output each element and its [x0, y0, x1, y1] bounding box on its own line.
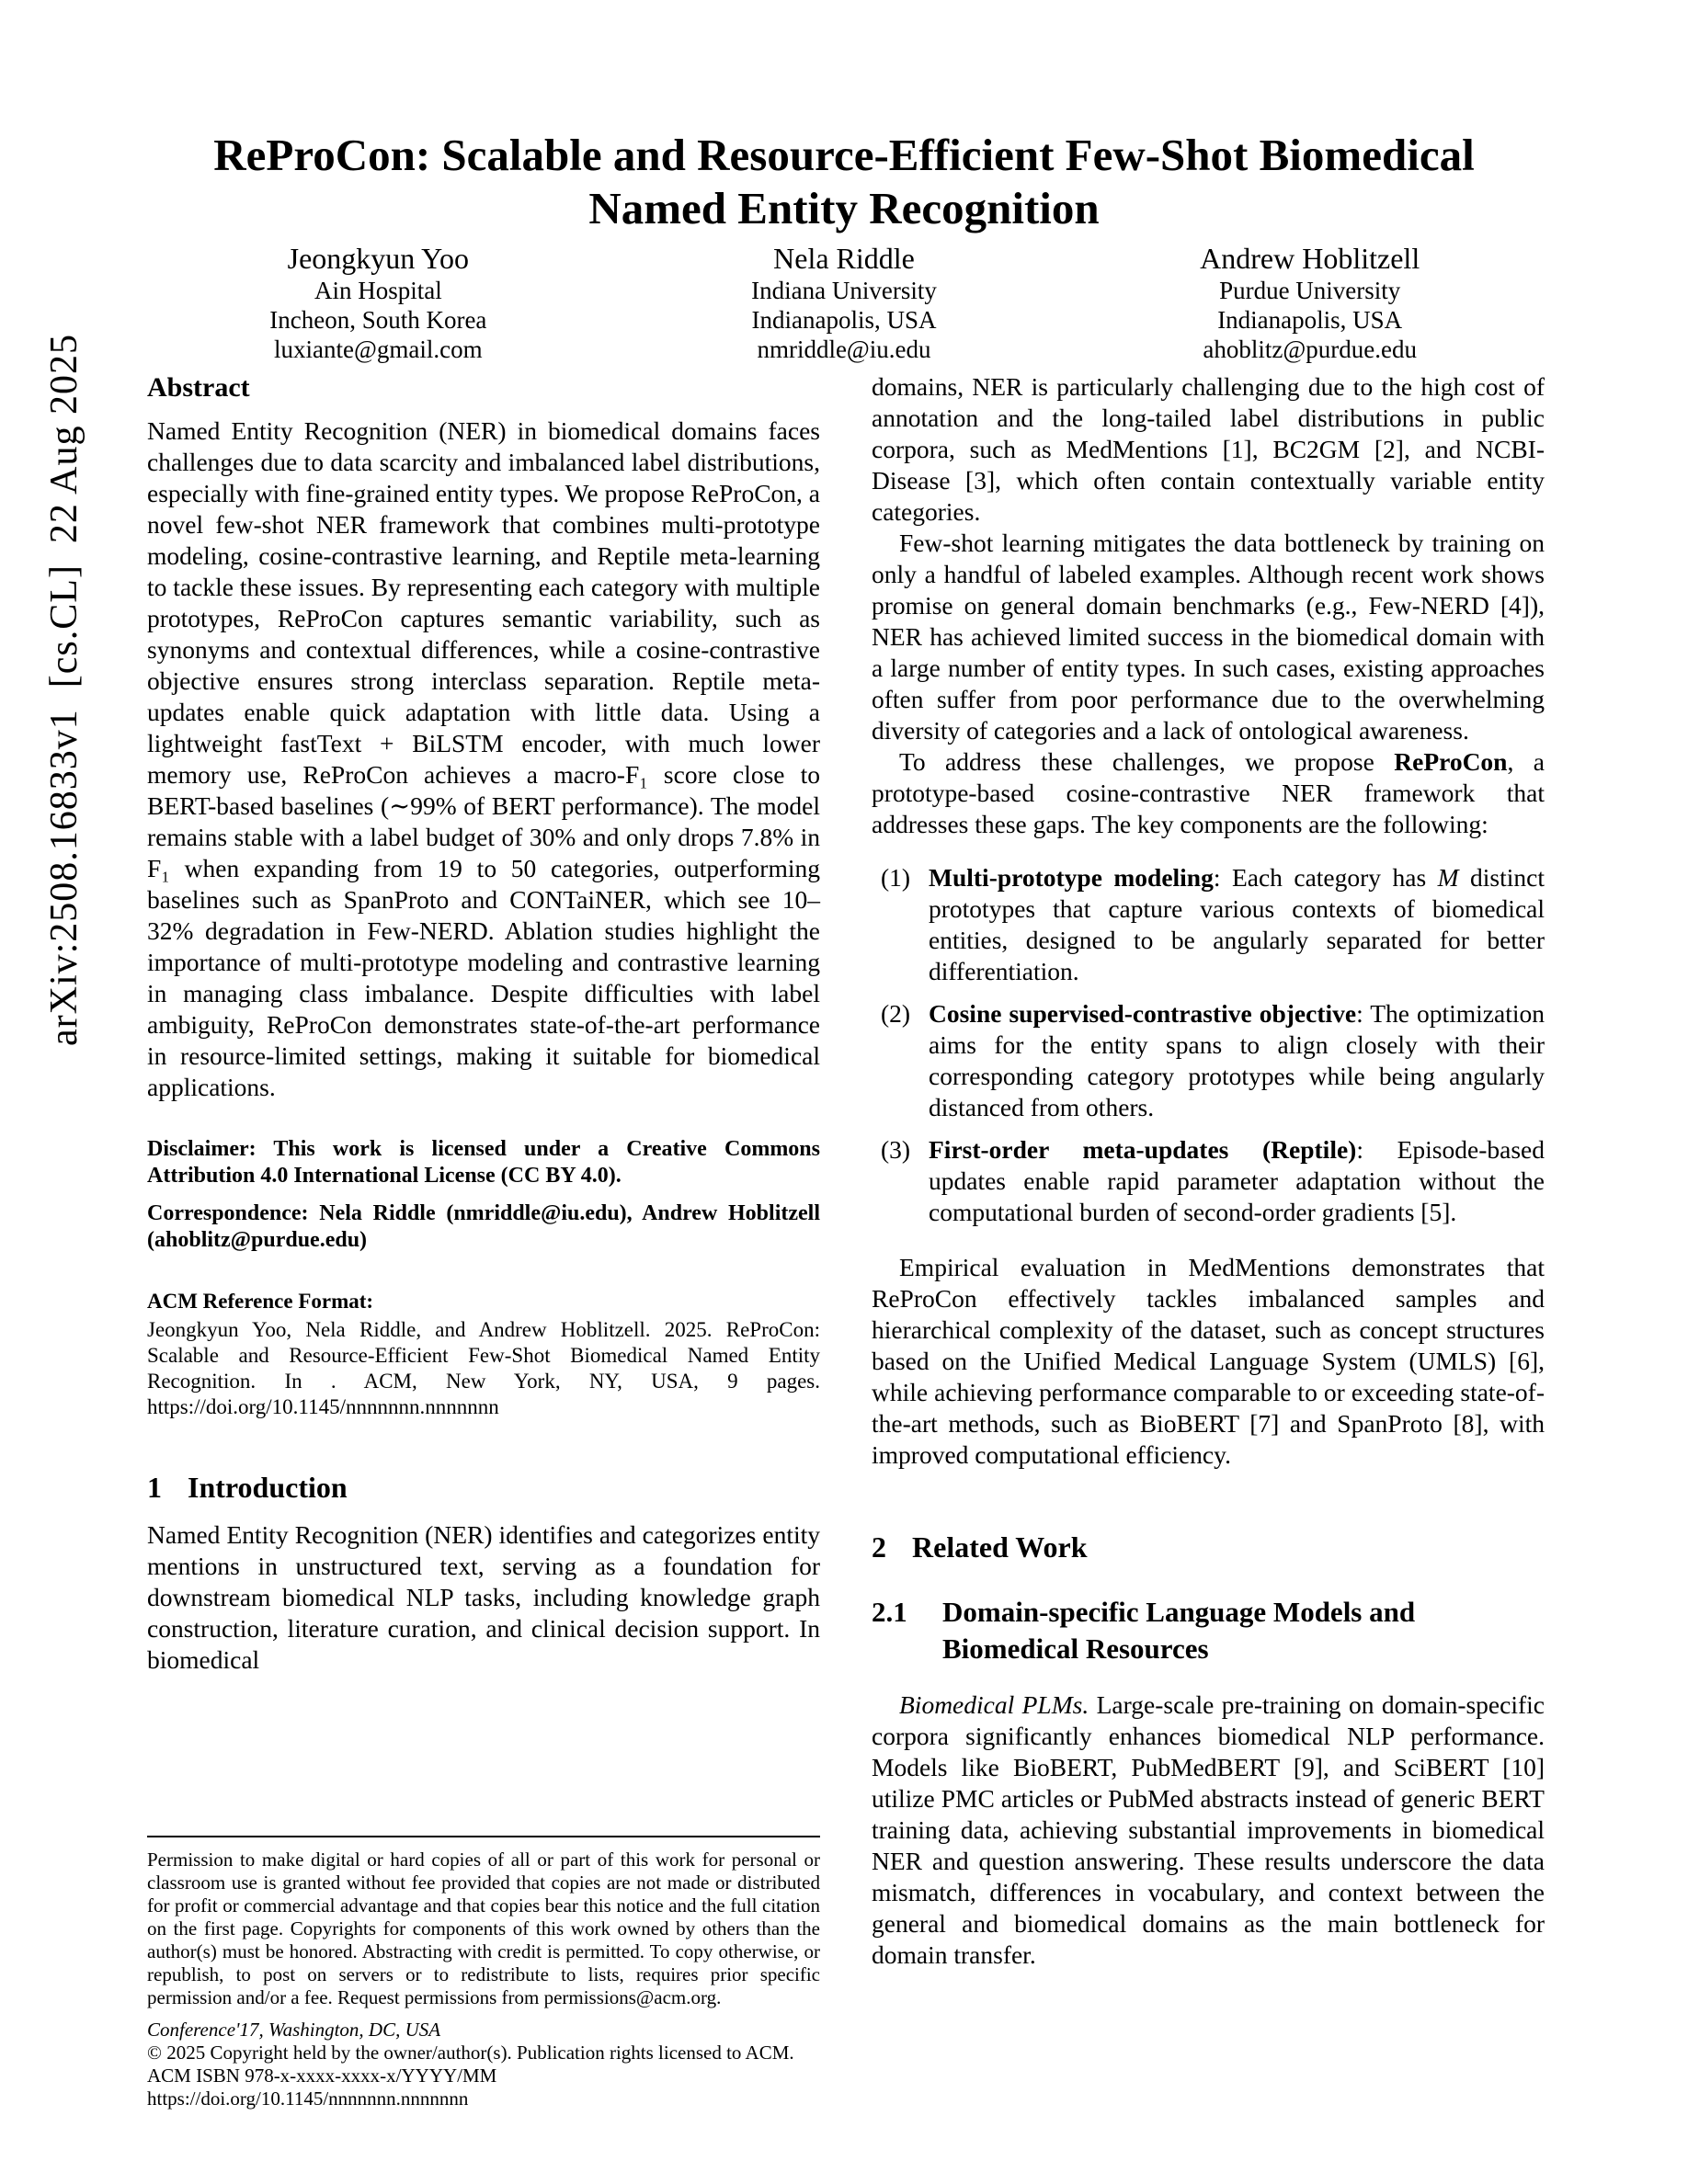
author-card-3 — [1077, 241, 1543, 364]
paper-title — [145, 129, 1543, 235]
reprocon-bold: ReProCon — [1394, 747, 1508, 776]
section-number: 1 — [147, 1471, 162, 1504]
paragraph-fragment: Large-scale pre-training on domain-specific corpora significantly enhances biomedical NLP performance. Models like BioBERT, PubMedBERT [9], and SciBERT [10] utilize PMC articles or PubMed abstracts instead of generic BERT training data, achieving substantial improvements in biomedical NER and question answering. These results underscore the data mismatch, differences in vocabulary, and context between the general and biomedical domains as the main bottleneck for domain transfer. — [872, 1690, 1545, 1969]
abstract-text: Named Entity Recognition (NER) in biomedical domains faces challenges due to data scarcity and imbalanced label distributions, especially with fine-grained entity types. We propose ReProCon, a novel few-shot NER framework that combines multi-prototype modeling, cosine-contrastive learning, and Reptile meta-learning to tackle these issues. By representing each category with multiple prototypes, ReProCon captures semantic variability, such as synonyms and contextual differences, while a cosine-contrastive objective ensures strong interclass separation. Reptile meta-updates enable quick adaptation with little data. Using a lightweight fastText + BiLSTM encoder, with much lower memory use, ReProCon achieves a macro-F₁ score close to BERT-based baselines (∼99% of BERT performance). The model remains stable with a label budget of 30% and only drops 7.8% in F₁ when expanding from 19 to 50 categories, outperforming baselines such as SpanProto and CONTaiNER, which see 10–32% degradation in Few-NERD. Ablation studies highlight the importance of multi-prototype modeling and contrastive learning in managing class imbalance. Despite difficulties with label ambiguity, ReProCon demonstrates state-of-the-art performance in resource-limited settings, making it suitable for biomedical applications. — [147, 416, 820, 1101]
author-affiliation: Purdue University — [1219, 277, 1401, 304]
disclaimer-notice: Disclaimer: This work is licensed under a Creative Commons Attribution 4.0 International License (CC BY 4.0). — [147, 1137, 820, 1188]
list-item-lead: Multi-prototype modeling — [929, 863, 1214, 892]
author-name: Andrew Hoblitzell — [1200, 242, 1420, 275]
intro-paragraph-3: Few-shot learning mitigates the data bottleneck by training on only a handful of labeled examples. Although recent work shows promise on general domain benchmarks (e.g., Few-NERD [4]), NER has achieved limited success in the biomedical domain with a large number of entity types. In such cases, existing approaches often suffer from poor performance due to the overwhelming diversity of categories and a lack of ontological awareness. — [872, 529, 1545, 745]
arxiv-watermark: arXiv:2508.16833v1 [cs.CL] 22 Aug 2025 — [43, 334, 86, 1046]
acm-reference-text: Jeongkyun Yoo, Nela Riddle, and Andrew Hoblitzell. 2025. ReProCon: Scalable and Resource-Efficient Few-Shot Biomedical Named Entity Recognition. In . ACM, New York, NY, USA, 9 pages. https://doi.org/10.1145/nnnnnnn.nnnnnnn — [147, 1318, 820, 1418]
two-column-body — [147, 371, 1545, 2110]
paragraph-fragment: : Each category has — [1213, 863, 1438, 892]
author-affiliation: Indiana University — [751, 277, 937, 304]
list-item-1 — [872, 862, 1545, 987]
list-item-text — [929, 1134, 1545, 1228]
subsection-heading-domain-specific — [872, 1594, 1545, 1667]
acm-reference-block — [147, 1289, 820, 1420]
section-title: Introduction — [188, 1471, 348, 1504]
intro-paragraph-4 — [872, 746, 1545, 840]
list-item-text — [929, 862, 1545, 987]
correspondence-notice: Correspondence: Nela Riddle (nmriddle@iu.edu), Andrew Hoblitzell (ahoblitz@purdue.edu) — [147, 1201, 820, 1252]
acm-reference-heading: ACM Reference Format: — [147, 1290, 374, 1313]
intro-paragraph-5: Empirical evaluation in MedMentions demonstrates that ReProCon effectively tackles imbalanced samples and hierarchical complexity of the dataset, such as concept structures based on the Unified Medical Language System (UMLS) [6], while achieving performance comparable to or exceeding state-of-the-art methods, such as BioBERT [7] and SpanProto [8], with improved computational efficiency. — [872, 1253, 1545, 1469]
right-column — [872, 371, 1545, 2110]
paragraph-run-in-lead: Biomedical PLMs. — [899, 1690, 1089, 1719]
paragraph-fragment: distinct prototypes that capture various contexts of biomedical entities, designed to be angularly separated for better differentiation. — [929, 863, 1545, 985]
paragraph-fragment: , a prototype-based cosine-contrastive NER framework that addresses these gaps. The key components are the following: — [872, 747, 1545, 838]
author-location: Incheon, South Korea — [269, 306, 487, 334]
footnote-rule — [147, 1836, 820, 1837]
footnote-block — [147, 1836, 820, 2110]
author-name: Nela Riddle — [773, 242, 915, 275]
list-item-marker: (2) — [881, 999, 911, 1028]
paper-header — [145, 129, 1543, 235]
paragraph-fragment: : The optimization aims for the entity spans to align closely with their corresponding category prototypes while being angularly distanced from others. — [929, 999, 1545, 1121]
isbn-line: ACM ISBN 978-x-xxxx-xxxx-x/YYYY/MM — [147, 2065, 497, 2087]
doi-line: https://doi.org/10.1145/nnnnnnn.nnnnnnn — [147, 2087, 469, 2110]
section-heading-related-work — [872, 1530, 1545, 1564]
author-name: Jeongkyun Yoo — [287, 242, 470, 275]
list-item-marker: (1) — [881, 863, 911, 892]
list-item-lead: First-order meta-updates (Reptile) — [929, 1135, 1357, 1164]
list-item-marker: (3) — [881, 1135, 911, 1164]
intro-paragraph-1: Named Entity Recognition (NER) identifies and categorizes entity mentions in unstructured text, serving as a foundation for downstream biomedical NLP tasks, including knowledge graph construction, literature curation, and clinical decision support. In biomedical — [147, 1520, 820, 1674]
title-line-2: Named Entity Recognition — [588, 183, 1100, 233]
author-location: Indianapolis, USA — [751, 306, 937, 334]
copyright-line: © 2025 Copyright held by the owner/author(s). Publication rights licensed to ACM. — [147, 2042, 794, 2064]
related-work-paragraph-1 — [872, 1689, 1545, 1971]
section-title: Related Work — [912, 1530, 1088, 1564]
list-item-2 — [872, 998, 1545, 1123]
author-card-2 — [611, 241, 1078, 364]
author-card-1 — [145, 241, 611, 364]
section-number: 2 — [872, 1530, 886, 1564]
math-symbol: M — [1437, 863, 1459, 892]
paragraph-fragment: To address these challenges, we propose — [899, 747, 1395, 776]
subsection-title: Domain-specific Language Models and Biomedical Resources — [942, 1596, 1416, 1665]
paragraph-fragment: : Episode-based updates enable rapid parameter adaptation without the computational burden of second-order gradients [5]. — [929, 1135, 1545, 1226]
author-affiliation: Ain Hospital — [314, 277, 442, 304]
section-heading-introduction — [147, 1470, 820, 1505]
author-email: luxiante@gmail.com — [274, 336, 483, 363]
list-item-lead: Cosine supervised-contrastive objective — [929, 999, 1357, 1028]
conference-line: Conference'17, Washington, DC, USA — [147, 2019, 441, 2041]
key-components-list — [872, 862, 1545, 1228]
title-line-1: ReProCon: Scalable and Resource-Efficient Few-Shot Biomedical — [213, 130, 1475, 180]
permission-notice: Permission to make digital or hard copies of all or part of this work for personal or classroom use is granted without fee provided that copies are not made or distributed for profit or commercial advantage and that copies bear this notice and the full citation on the first page. Copyrights for components of this work owned by others than the author(s) must be honored. Abstracting with credit is permitted. To copy otherwise, or republish, to post on servers or to redistribute to lists, requires prior specific permission and/or a fee. Request permissions from permissions@acm.org. — [147, 1848, 820, 2008]
author-block — [145, 241, 1543, 364]
author-email: nmriddle@iu.edu — [757, 336, 931, 363]
list-item-text — [929, 998, 1545, 1123]
list-item-3 — [872, 1134, 1545, 1228]
abstract-heading: Abstract — [147, 372, 250, 403]
author-email: ahoblitz@purdue.edu — [1203, 336, 1417, 363]
subsection-number: 2.1 — [872, 1596, 907, 1628]
left-column — [147, 371, 820, 2110]
author-location: Indianapolis, USA — [1217, 306, 1403, 334]
intro-paragraph-2: domains, NER is particularly challenging due to the high cost of annotation and the long-tailed label distributions in public corpora, such as MedMentions [1], BC2GM [2], and NCBI-Disease [3], which often contain contextually variable entity categories. — [872, 372, 1545, 526]
